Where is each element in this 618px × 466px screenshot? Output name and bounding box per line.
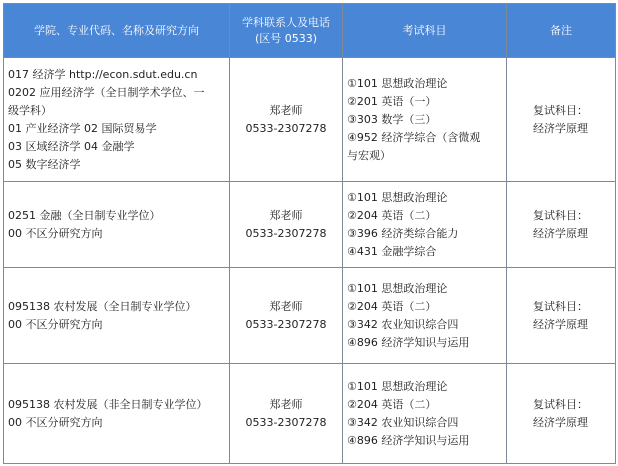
- notes-cell: [507, 58, 616, 182]
- notes-line: 复试科目：: [533, 397, 588, 411]
- program-line: 级学科）: [8, 103, 52, 117]
- subjects-cell: [343, 182, 507, 268]
- header-contact: [230, 4, 343, 58]
- contact-phone: 0533-2307278: [245, 226, 327, 240]
- program-line: 0202 应用经济学（全日制学术学位、一: [8, 85, 205, 99]
- subjects-cell: [343, 58, 507, 182]
- subjects-cell: [343, 364, 507, 464]
- subject-line: ④896 经济学知识与运用: [347, 433, 470, 447]
- notes-cell: [507, 268, 616, 364]
- contact-cell: [230, 268, 343, 364]
- contact-cell: [230, 182, 343, 268]
- subject-line: ①101 思想政治理论: [347, 281, 448, 295]
- notes-cell: [507, 182, 616, 268]
- program-line: 00 不区分研究方向: [8, 226, 103, 240]
- subject-line: ②204 英语（二）: [347, 208, 437, 222]
- table-row: [4, 268, 616, 364]
- header-contact-area-code: (区号 0533): [254, 31, 318, 45]
- notes-line: 经济学原理: [533, 317, 588, 331]
- notes-line: 经济学原理: [533, 415, 588, 429]
- program-line: 0251 金融（全日制专业学位）: [8, 208, 161, 222]
- subject-line: ②204 英语（二）: [347, 397, 437, 411]
- subject-line: ②204 英语（二）: [347, 299, 437, 313]
- notes-line: 经济学原理: [533, 121, 588, 135]
- program-line: 01 产业经济学 02 国际贸易学: [8, 121, 157, 135]
- table-row: [4, 58, 616, 182]
- contact-cell: [230, 364, 343, 464]
- program-cell: [4, 182, 230, 268]
- subject-line: ③396 经济类综合能力: [347, 226, 459, 240]
- header-program: 学院、专业代码、名称及研究方向: [4, 4, 230, 58]
- header-contact-title: 学科联系人及电话: [242, 15, 330, 29]
- subject-line: ②201 英语（一）: [347, 94, 437, 108]
- subject-line: ③303 数学（三）: [347, 112, 437, 126]
- admissions-table: [3, 3, 616, 464]
- subject-line: ④431 金融学综合: [347, 244, 437, 258]
- subject-line: ①101 思想政治理论: [347, 379, 448, 393]
- subject-line: 与宏观）: [347, 148, 391, 162]
- contact-name: 郑老师: [269, 397, 303, 411]
- notes-line: 经济学原理: [533, 226, 588, 240]
- subject-line: ①101 思想政治理论: [347, 190, 448, 204]
- contact-cell: [230, 58, 343, 182]
- program-cell: [4, 58, 230, 182]
- program-line: 03 区域经济学 04 金融学: [8, 139, 135, 153]
- subject-line: ④952 经济学综合（含微观: [347, 130, 481, 144]
- contact-name: 郑老师: [269, 208, 303, 222]
- program-cell: [4, 364, 230, 464]
- contact-phone: 0533-2307278: [245, 415, 327, 429]
- program-line: 017 经济学 http://econ.sdut.edu.cn: [8, 67, 198, 81]
- program-line: 095138 农村发展（全日制专业学位）: [8, 299, 197, 313]
- notes-cell: [507, 364, 616, 464]
- subject-line: ③342 农业知识综合四: [347, 415, 459, 429]
- program-line: 095138 农村发展（非全日制专业学位）: [8, 397, 208, 411]
- table-row: [4, 182, 616, 268]
- table-row: [4, 364, 616, 464]
- contact-name: 郑老师: [269, 299, 303, 313]
- program-line: 00 不区分研究方向: [8, 415, 103, 429]
- contact-phone: 0533-2307278: [245, 121, 327, 135]
- subject-line: ④896 经济学知识与运用: [347, 335, 470, 349]
- subject-line: ③342 农业知识综合四: [347, 317, 459, 331]
- notes-line: 复试科目：: [533, 299, 588, 313]
- contact-phone: 0533-2307278: [245, 317, 327, 331]
- program-line: 00 不区分研究方向: [8, 317, 103, 331]
- program-cell: [4, 268, 230, 364]
- notes-line: 复试科目：: [533, 208, 588, 222]
- subject-line: ①101 思想政治理论: [347, 76, 448, 90]
- subjects-cell: [343, 268, 507, 364]
- contact-name: 郑老师: [269, 103, 303, 117]
- header-notes: 备注: [507, 4, 616, 58]
- header-row: [4, 4, 616, 58]
- admissions-table-container: [3, 3, 615, 463]
- notes-line: 复试科目：: [533, 103, 588, 117]
- header-subjects: 考试科目: [343, 4, 507, 58]
- program-line: 05 数字经济学: [8, 157, 81, 171]
